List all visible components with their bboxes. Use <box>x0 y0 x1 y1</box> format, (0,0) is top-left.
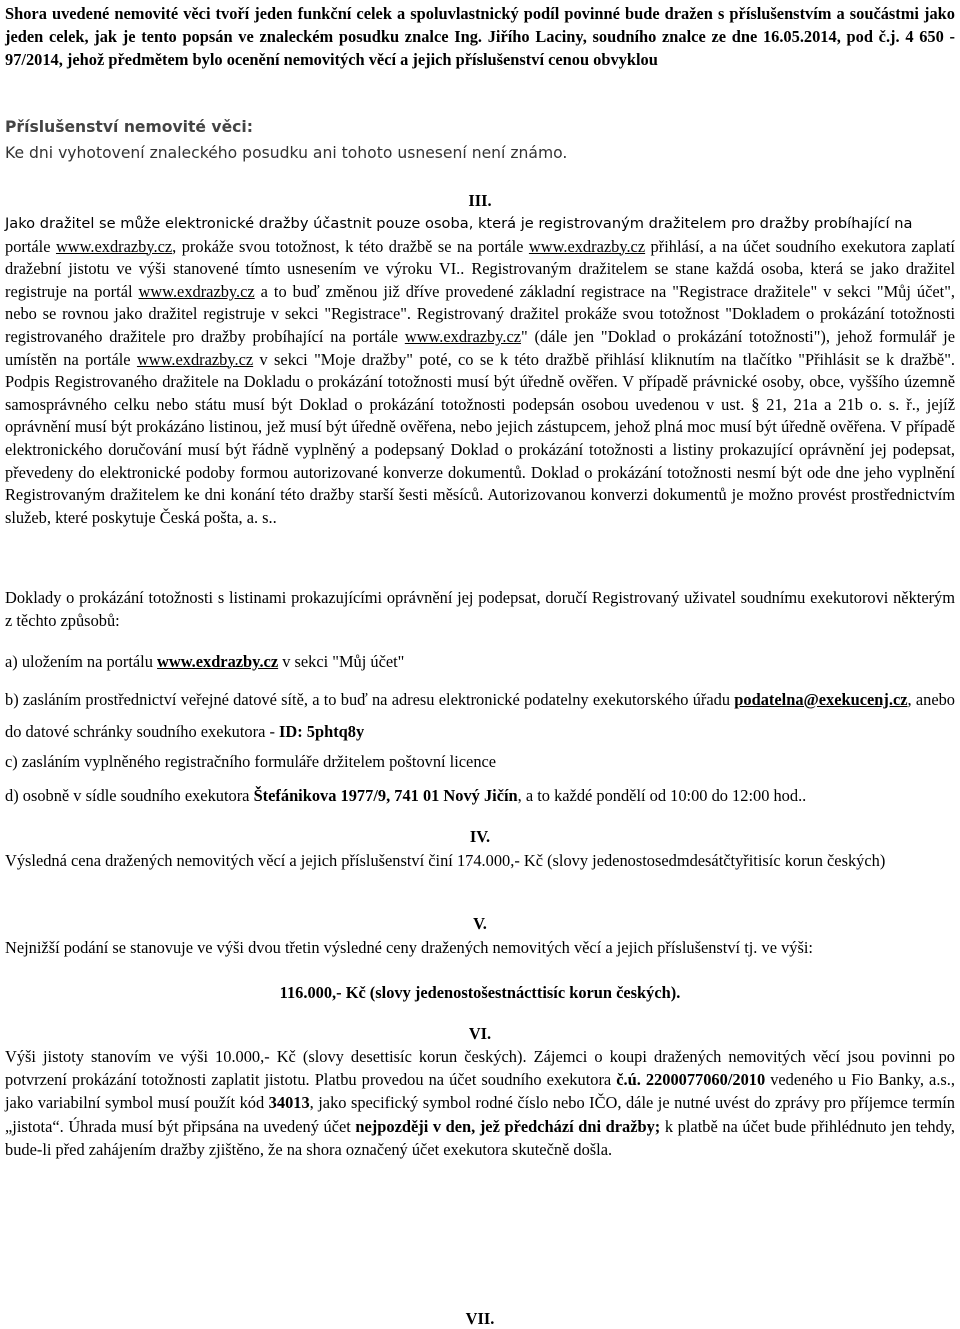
text-fragment: v sekci "Můj účet" <box>278 652 405 671</box>
text-fragment: b) zasláním prostřednictví veřejné datové sítě, a to buď na adresu elektronické podatelny exekutorského úřadu <box>5 690 735 709</box>
text-fragment: , prokáže svou totožnost, k této dražbě se na portále <box>172 236 529 256</box>
section-3-paragraph <box>5 236 955 530</box>
variable-symbol: 34013 <box>268 1093 310 1113</box>
intro-paragraph: Shora uvedené nemovité věci tvoří jeden funkční celek a spoluvlastnický podíl povinné bude dražen s příslušenstvím a součástmi jako jeden celek, jak je tento popsán ve znaleckém posudku znalce Ing. Jiřího Laciny, soudního znalce ze dne 16.05.2014, pod č.j. 4 650 - 97/2014, jehož předmětem bylo ocenění nemovitých věcí a jejich příslušenství cenou obvyklou <box>5 4 955 69</box>
text-fragment: k platbě na účet bude přihlédnuto jen tehdy, bude-li před zahájením dražby zjištěno, že na shora označený účet exekutora skutečně došla. <box>5 1116 956 1159</box>
exdrazby-link[interactable]: www.exdrazby.cz <box>404 326 522 346</box>
lowest-bid-amount: 116.000,- Kč (slovy jedenostošestnácttisíc korun českých). <box>279 983 681 1002</box>
way-d <box>5 784 806 807</box>
office-address: Štefánikova 1977/9, 741 01 Nový Jičín <box>253 786 518 805</box>
text-fragment: , a to každé pondělí od 10:00 do 12:00 hod.. <box>517 786 807 805</box>
text-fragment: a to buď změnou již dříve provedené základní registrace na "Registrace dražitele" v sekci "Můj účet", nebo se rovnou jako dražitel registruje v sekci "Registrace". Registrovaný dražitel prokáže svou totožnost "Dokladem o prokázání totožnosti registrovaného dražitele pro dražby probíhající na portále <box>5 281 955 346</box>
exdrazby-link[interactable]: www.exdrazby.cz <box>157 652 279 671</box>
section-5-heading: V. <box>473 914 487 933</box>
exdrazby-link[interactable]: www.exdrazby.cz <box>136 349 254 369</box>
section-5-text: Nejnižší podání se stanovuje ve výši dvou třetin výsledné ceny dražených nemovitých věcí a jejich příslušenství tj. ve výši: <box>5 938 813 957</box>
section-6-text <box>5 1045 955 1161</box>
text-fragment: přihlásí, a na účet soudního exekutora zaplatí dražební jistotu ve výši stanovené tímto usnesením ve výroku VI.. Registrovaným dražitelem se stane každá osoba, která se jako dražitel registruje na portál <box>5 236 955 301</box>
text-fragment: , jako specifický symbol rodné číslo nebo IČO, dále je nutné uvést do zprávy pro příjemce termín „jistota“. Úhrada musí být připsána na uvedený účet <box>5 1093 955 1136</box>
email-link[interactable]: podatelna@exekucenj.cz <box>734 690 908 709</box>
text-fragment: d) osobně v sídle soudního exekutora <box>5 786 254 805</box>
documents-paragraph: Doklady o prokázání totožnosti s listinami prokazujícími oprávnění jej podepsat, doručí Registrovaný uživatel soudnímu exekutorovi některým z těchto způsobů: <box>5 588 955 630</box>
section-4-heading: IV. <box>469 827 491 846</box>
payment-deadline: nejpozději v den, jež předchází dni dražby; <box>355 1116 661 1136</box>
text-fragment: v sekci "Moje dražby" poté, co se k této dražbě přihlásí kliknutím na tlačítko "Přihlásit se k dražbě". Podpis Registrovaného dražitele na Dokladu o prokázání totožnosti musí být úředně ověřen. V případě právnické osoby, obce, vyššího územně samosprávného celku nebo státu musí být Doklad o prokázání totožnosti podepsán osobou uvedenou v ust. § 21, 21a a 21b o. s. ř., jejíž oprávnění musí být prokázáno listinou, jež musí být úředně ověřena, nebo jejich zástupcem, jehož plná moc musí být úředně ověřena. V případě elektronického doručování musí být řádně vyplněný a podepsaný Doklad o prokázání totožnosti a listiny prokazující oprávnění jej podepsat, převedeny do elektronické podoby formou autorizované konverze dokumentů. Doklad o prokázání totožnosti nesmí být ode dne jeho vyplnění Registrovaným dražitelem ke dni konání této dražby starší šesti měsíců. Autorizovanou konverzi dokumentů je možno provést prostřednictvím služeb, které poskytuje Česká pošta, a. s.. <box>5 349 955 527</box>
way-c: c) zasláním vyplněného registračního formuláře držitelem poštovní licence <box>5 752 497 771</box>
section-4-text: Výsledná cena dražených nemovitých věcí a jejich příslušenství činí 174.000,- Kč (slovy jedenostosedmdesátčtyřitisíc korun českých) <box>5 851 886 870</box>
way-a <box>5 650 404 673</box>
data-box-id: ID: 5phtq8y <box>279 722 365 741</box>
way-b <box>5 684 955 748</box>
accessories-heading: Příslušenství nemovité věci: <box>5 118 254 136</box>
section-7-heading: VII. <box>465 1309 495 1328</box>
section-6-heading: VI. <box>468 1024 492 1043</box>
text-fragment: Výši jistoty stanovím ve výši 10.000,- Kč (slovy desettisíc korun českých). Zájemci o koupi dražených nemovitých věcí jsou povinni po potvrzení prokázání totožnosti zaplatit jistotu. Platbu provedou na účet soudního exekutora <box>5 1047 955 1090</box>
text-fragment: , anebo do datové schránky soudního exekutora - <box>5 690 956 741</box>
accessories-text: Ke dni vyhotovení znaleckého posudku ani tohoto usnesení není známo. <box>5 144 568 162</box>
section-3-line-1: Jako dražitel se může elektronické dražby účastnit pouze osoba, která je registrovaným dražitelem pro dražby probíhající na <box>5 215 913 232</box>
bank-account: č.ú. 2200077060/2010 <box>616 1070 766 1090</box>
exdrazby-link[interactable]: www.exdrazby.cz <box>138 281 255 301</box>
text-fragment: portále <box>5 236 56 256</box>
text-fragment: " (dále jen "Doklad o prokázání totožnosti"), jehož formulář je umístěn na portále <box>5 326 955 369</box>
section-3-body <box>5 213 955 529</box>
exdrazby-link[interactable]: www.exdrazby.cz <box>528 236 646 256</box>
section-3-heading: III. <box>468 191 492 210</box>
text-fragment: a) uložením na portálu <box>5 652 158 671</box>
exdrazby-link[interactable]: www.exdrazby.cz <box>55 236 173 256</box>
text-fragment: vedeného u Fio Banky, a.s., jako variabilní symbol musí použít kód <box>5 1070 955 1113</box>
